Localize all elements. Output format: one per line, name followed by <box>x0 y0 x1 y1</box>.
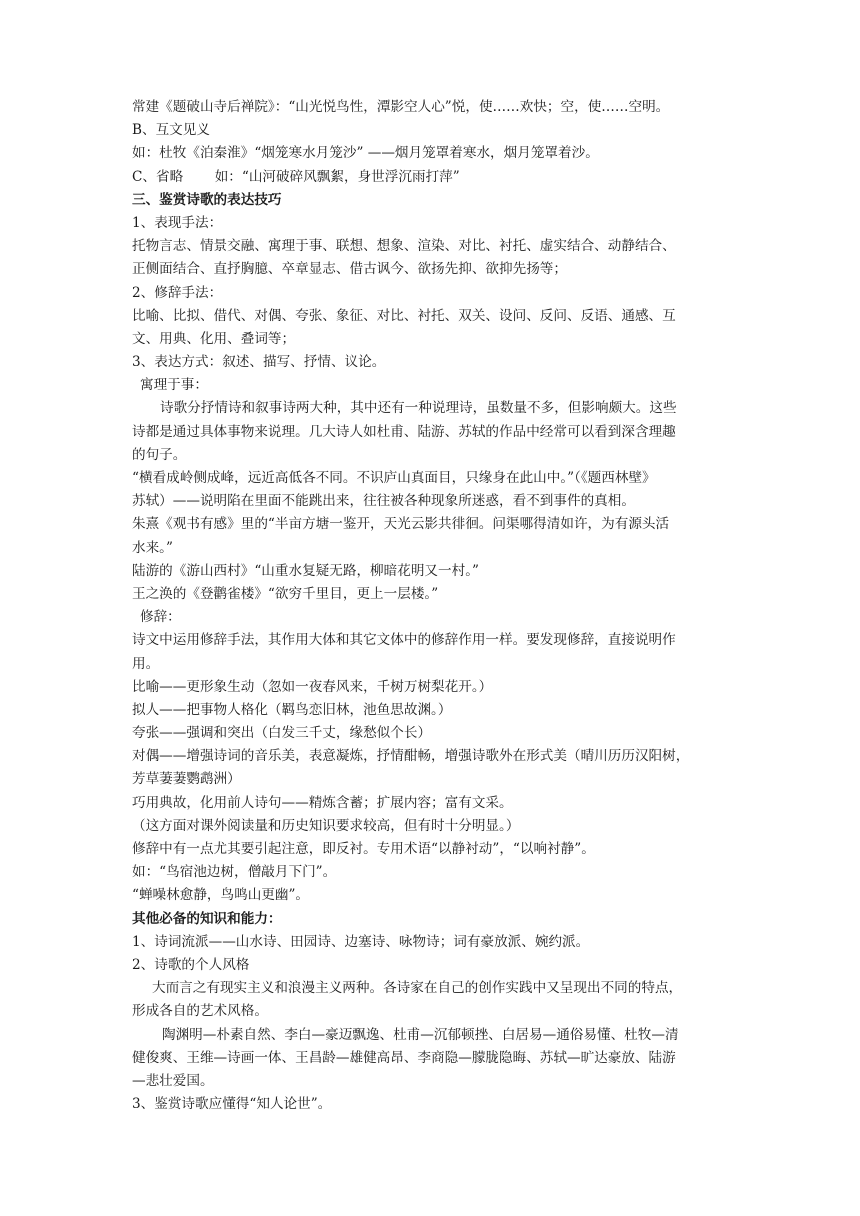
text-line: 陶渊明—朴素自然、李白—豪迈飘逸、杜甫—沉郁顿挫、白居易—通俗易懂、杜牧—清 <box>162 1026 679 1043</box>
text-line: 水来。” <box>132 539 173 556</box>
subheading: 修辞： <box>140 609 181 626</box>
text-line: 苏轼）——说明陷在里面不能跳出来，往往被各种现象所迷惑，看不到事件的真相。 <box>132 493 635 510</box>
text-line: 形成各自的艺术风格。 <box>132 1003 268 1020</box>
text-line: 诗歌分抒情诗和叙事诗两大种，其中还有一种说理诗，虽数量不多，但影响颇大。这些 <box>160 400 677 417</box>
text-line: 拟人——把事物人格化（羁鸟恋旧林，池鱼思故渊。） <box>132 701 452 718</box>
text-line: 大而言之有现实主义和浪漫主义两种。各诗家在自己的创作实践中又呈现出不同的特点， <box>152 980 683 997</box>
text-line: “横看成岭侧成峰，远近高低各不同。不识庐山真面目，只缘身在此山中。”（《题西林壁》 <box>132 470 656 486</box>
text-line: 朱熹《观书有感》里的“半亩方塘一鉴开，天光云影共徘徊。问渠哪得清如许，为有源头活 <box>132 516 670 533</box>
text-line: 巧用典故，化用前人诗句——精炼含蓄；扩展内容；富有文采。 <box>132 794 513 811</box>
section-heading: 其他必备的知识和能力： <box>132 910 282 927</box>
text-line: 正侧面结合、直抒胸臆、卒章显志、借古讽今、欲扬先抑、欲抑先扬等； <box>132 261 567 278</box>
text-line: 1、诗词流派——山水诗、田园诗、边塞诗、咏物诗；词有豪放派、婉约派。 <box>132 933 590 950</box>
text-line: 用。 <box>132 655 160 672</box>
text-line: 健俊爽、王维—诗画一体、王昌龄—雄健高昂、李商隐—朦胧隐晦、苏轼—旷达豪放、陆游 <box>132 1049 676 1066</box>
text-line: C、省略 如：“山河破碎风飘絮，身世浮沉雨打萍” <box>132 168 460 185</box>
text-line: 诗文中运用修辞手法，其作用大体和其它文体中的修辞作用一样。要发现修辞，直接说明作 <box>132 632 676 649</box>
text-line: 王之涣的《登鹳雀楼》“欲穷千里目，更上一层楼。” <box>132 585 439 602</box>
subheading: 寓理于事： <box>140 377 208 394</box>
text-line: 芳草萋萋鹦鹉洲） <box>132 771 241 788</box>
text-line: 对偶——增强诗词的音乐美，表意凝炼，抒情酣畅，增强诗歌外在形式美（晴川历历汉阳树， <box>132 748 690 765</box>
text-line: 3、鉴赏诗歌应懂得“知人论世”。 <box>132 1096 332 1113</box>
text-line: B、互文见义 <box>132 122 210 139</box>
text-line: —悲壮爱国。 <box>132 1072 214 1089</box>
text-line: 2、诗歌的个人风格 <box>132 956 250 973</box>
text-line: 如：“鸟宿池边树，僧敲月下门”。 <box>132 864 337 881</box>
text-line: 托物言志、情景交融、寓理于事、联想、想象、渲染、对比、衬托、虚实结合、动静结合、 <box>132 238 676 255</box>
text-line: 比喻——更形象生动（忽如一夜春风来，千树万树梨花开。） <box>132 678 493 695</box>
text-line: 3、表达方式：叙述、描写、抒情、议论。 <box>132 354 386 371</box>
document-page <box>132 96 730 1116</box>
section-heading: 三、鉴赏诗歌的表达技巧 <box>132 191 282 208</box>
text-line: 常建《题破山寺后禅院》：“山光悦鸟性，潭影空人心”悦，使……欢快；空，使……空明。 <box>132 99 670 115</box>
text-line: 诗都是通过具体事物来说理。几大诗人如杜甫、陆游、苏轼的作品中经常可以看到深含理趣 <box>132 423 676 440</box>
text-line: 夸张——强调和突出（白发三千丈，缘愁似个长） <box>132 725 432 742</box>
text-line: 1、表现手法： <box>132 214 223 231</box>
text-line: 如：杜牧《泊秦淮》“烟笼寒水月笼沙” ——烟月笼罩着寒水，烟月笼罩着沙。 <box>132 145 599 162</box>
text-line: “蝉噪林愈静，鸟鸣山更幽”。 <box>132 887 310 904</box>
text-line: （这方面对课外阅读量和历史知识要求较高，但有时十分明显。） <box>132 817 520 834</box>
text-line: 的句子。 <box>132 446 187 463</box>
text-line: 陆游的《游山西村》“山重水复疑无路，柳暗花明又一村。” <box>132 562 479 579</box>
text-line: 2、修辞手法： <box>132 284 223 301</box>
text-line: 文、用典、化用、叠词等； <box>132 330 296 347</box>
text-line: 比喻、比拟、借代、对偶、夸张、象征、对比、衬托、双关、设问、反问、反语、通感、互 <box>132 307 676 324</box>
text-line: 修辞中有一点尤其要引起注意，即反衬。专用术语“以静衬动”，“以响衬静”。 <box>132 841 595 857</box>
